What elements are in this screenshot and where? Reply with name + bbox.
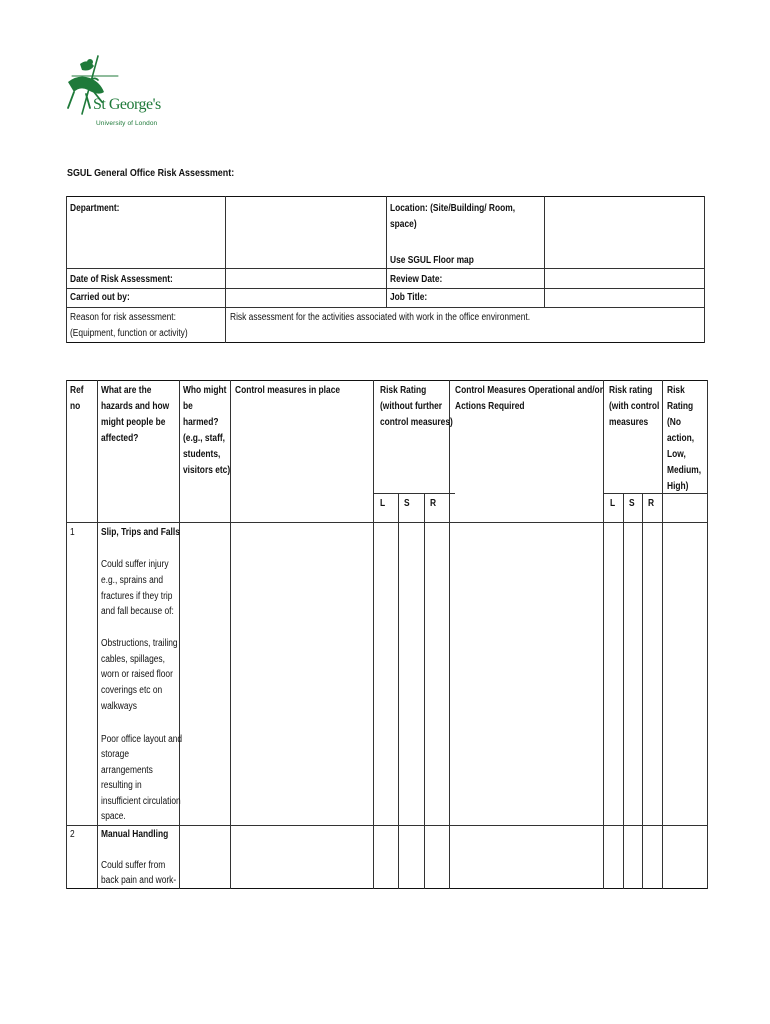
review-date-label: Review Date: (390, 274, 443, 285)
row-ref: 2 (70, 829, 75, 840)
location-note: Use SGUL Floor map (390, 255, 474, 266)
logo-subtitle: University of London (96, 120, 158, 127)
lsr-r: R (430, 498, 437, 509)
department-label: Department: (70, 203, 120, 214)
logo-name: St George's (93, 96, 161, 113)
row-hazard-title: Slip, Trips and Falls (101, 527, 180, 538)
carried-out-label: Carried out by: (70, 292, 130, 303)
document-title: SGUL General Office Risk Assessment: (67, 167, 235, 179)
reason-label: Reason for risk assessment: (70, 312, 176, 323)
row-hazard-title: Manual Handling (101, 829, 169, 840)
lsr-l: L (610, 498, 616, 509)
row-ref: 1 (70, 527, 75, 538)
lsr-r: R (648, 498, 655, 509)
reason-label-cont: (Equipment, function or activity) (70, 328, 188, 339)
location-label-cont: space) (390, 219, 417, 230)
location-label: Location: (Site/Building/ Room, (390, 203, 516, 214)
lsr-s: S (629, 498, 635, 509)
lsr-l: L (380, 498, 386, 509)
lsr-s: S (404, 498, 410, 509)
job-title-label: Job Title: (390, 292, 428, 303)
reason-value: Risk assessment for the activities associated with work in the office environment. (230, 312, 531, 323)
date-label: Date of Risk Assessment: (70, 274, 173, 285)
